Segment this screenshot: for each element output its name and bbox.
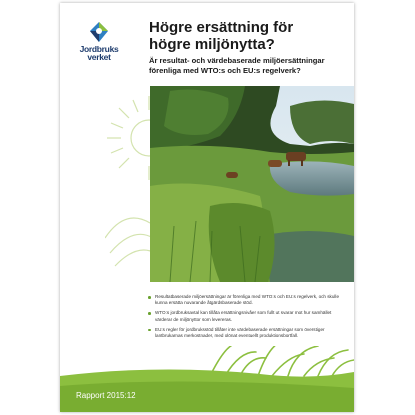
key-findings-list <box>148 294 348 343</box>
title-line1: Högre ersättning för <box>149 19 294 36</box>
logo-emblem-icon <box>88 21 110 43</box>
report-cover <box>60 3 354 412</box>
list-item: Resultatbaserade miljöersättningar är förenliga med WTO:s och EU:s regelverk, och skulle kunna ersätta nuvarande åtgärdsbaserade stöd. <box>148 294 348 306</box>
logo-line2: verket <box>87 52 111 62</box>
report-title <box>149 19 349 53</box>
logo-wordmark <box>70 45 128 61</box>
footer-grass-band <box>60 346 354 412</box>
jordbruksverket-logo <box>70 21 128 69</box>
cover-photo <box>150 86 354 282</box>
title-line2: högre miljönytta? <box>149 36 275 53</box>
report-number: Rapport 2015:12 <box>76 391 136 400</box>
subtitle-line2: förenliga med WTO:s och EU:s regelverk? <box>149 65 301 75</box>
list-item: WTO:s jordbruksavtal kan tillåta ersättningsnivåer som fullt ut svarar mot hur samhället värderar de miljönyttor som levereras. <box>148 310 348 322</box>
logo-line1: Jordbruks <box>79 44 119 54</box>
subtitle-line1: Är resultat- och värdebaserade miljöersättningar <box>149 56 325 65</box>
report-subtitle <box>149 56 349 75</box>
list-item: EU:s regler för jordbruksstöd tillåter inte värdebaserade ersättningar som överstiger lantbrukarnas merkostnader, med olönat eventuellt produktionsbortfall. <box>148 327 348 339</box>
